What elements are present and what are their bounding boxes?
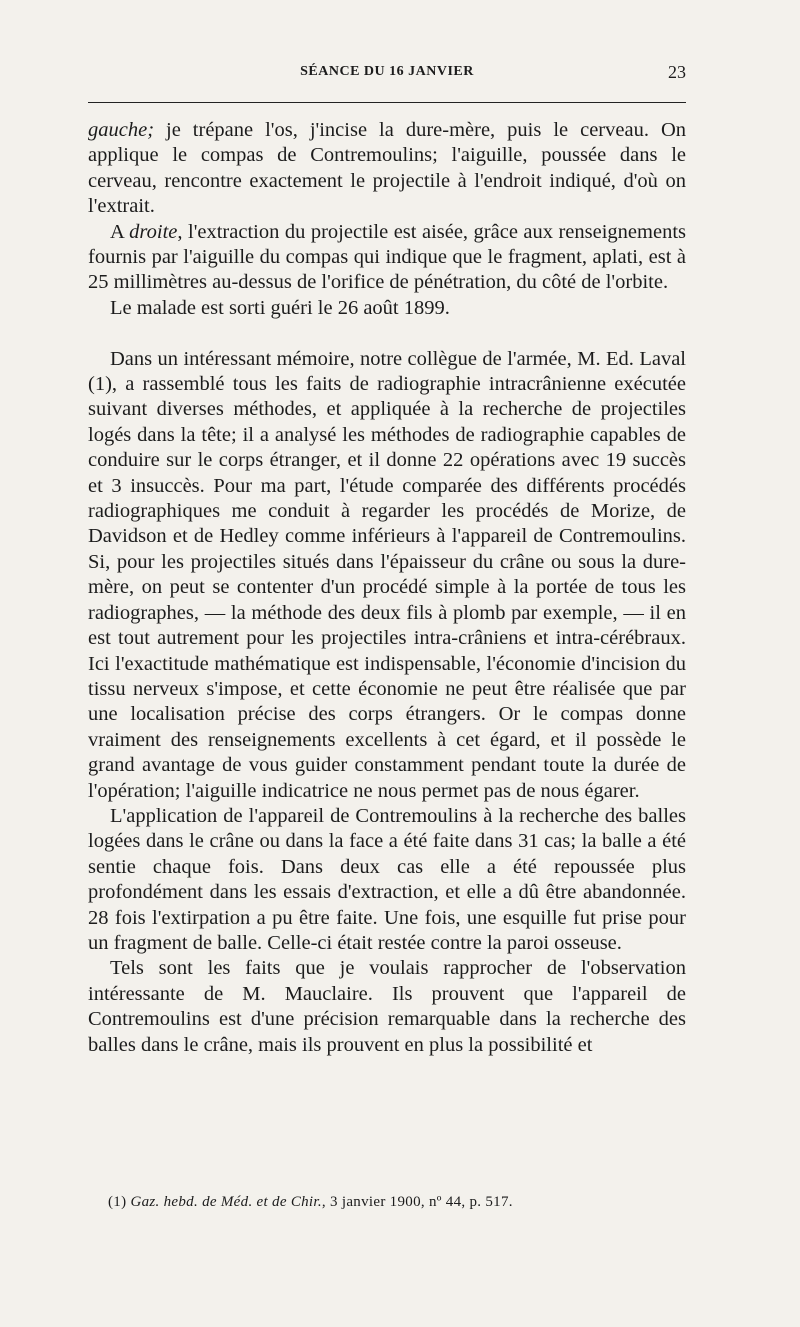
paragraph-2-italic: droite <box>129 220 178 243</box>
paragraph-6: Tels sont les faits que je voulais rapprocher de l'observation intéressante de M. Mauclaire. Ils prouvent que l'appareil de Contremoulins est d'une précision remarquable dans la recherche des balles dans le crâne, mais ils prouvent en plus la possibilité et <box>88 957 686 1056</box>
paragraph-2 <box>88 220 686 296</box>
page-number: 23 <box>668 62 686 82</box>
paragraph-1-italic: gauche; <box>88 119 155 141</box>
footnote-details: , 3 janvier 1900, nº 44, p. 517. <box>321 1194 513 1210</box>
footnote-marker: (1) <box>108 1194 131 1210</box>
paragraph-1 <box>88 118 686 220</box>
paragraph-4: Dans un intéressant mémoire, notre collègue de l'armée, M. Ed. Laval (1), a rassemblé tous les faits de radiographie intracrânienne exécutée suivant diverses méthodes, et appliquée à la recherche de projectiles logés dans la tête; il a analysé les méthodes de radiographie capables de conduire sur le corps étranger, et il donne 22 opérations avec 19 succès et 3 insuccès. Pour ma part, l'étude comparée des différents procédés radiographiques me conduit à regarder les procédés de Morize, de Davidson et de Hedley comme inférieurs à l'appareil de Contremoulins. Si, pour les projectiles situés dans l'épaisseur du crâne ou sous la dure-mère, on peut se contenter d'un procédé simple à la portée de tous les radiographes, — la méthode des deux fils à plomb par exemple, — il en est tout autrement pour les projectiles intra-crâniens et intra-cérébraux. Ici l'exactitude mathématique est indispensable, l'économie d'incision du tissu nerveux s'impose, et cette économie ne peut être réalisée que par une localisation précise des corps étrangers. Or le compas donne vraiment des renseignements excellents à cet égard, et il possède le grand avantage de vous guider constamment pendant toute la durée de l'opération; l'aiguille indicatrice ne nous permet pas de nous égarer. <box>88 347 686 802</box>
paragraph-2-text: , l'extraction du projectile est aisée, grâce aux renseignements fournis par l'aiguille du compas qui indique que le fragment, aplati, est à 25 millimètres au-dessus de l'orifice de pénétration, du côté de l'orbite. <box>88 220 686 294</box>
header-rule <box>88 102 686 103</box>
paragraph-5: L'application de l'appareil de Contremoulins à la recherche des balles logées dans le crâne ou dans la face a été faite dans 31 cas; la balle a été sentie chaque fois. Dans deux cas elle a été repoussée plus profondément dans les essais d'extraction, et elle a dû être abandonnée. 28 fois l'extirpation a pu être faite. Une fois, une esquille fut prise pour un fragment de balle. Celle-ci était restée contre la paroi osseuse. <box>88 804 686 954</box>
page-header <box>88 62 686 86</box>
running-title: SÉANCE DU 16 JANVIER <box>300 64 474 79</box>
paragraph-1-text: je trépane l'os, j'incise la dure-mère, puis le cerveau. On applique le compas de Contremoulins; l'aiguille, poussée dans le cerveau, rencontre exactement le projectile à l'endroit indiqué, d'où on l'extrait. <box>88 119 686 218</box>
paragraph-3: Le malade est sorti guéri le 26 août 1899. <box>110 296 450 319</box>
paragraph-2-prefix: A <box>110 220 130 243</box>
body-text <box>88 118 686 1058</box>
footnote-source: Gaz. hebd. de Méd. et de Chir. <box>130 1194 322 1210</box>
footnote <box>108 1192 686 1212</box>
